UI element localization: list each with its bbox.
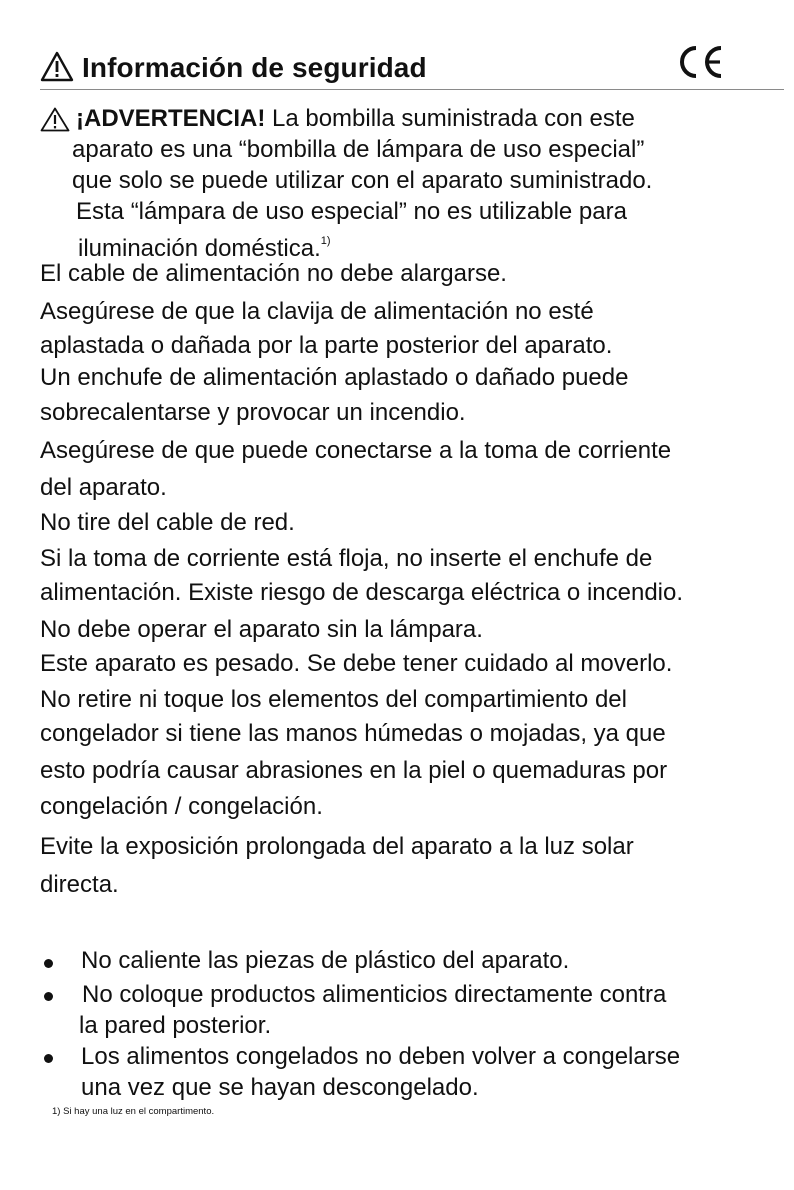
warning-text: iluminación doméstica. — [78, 235, 321, 262]
paragraph-line: Este aparato es pesado. Se debe tener cuidado al moverlo. — [40, 650, 673, 677]
paragraph-line: aplastada o dañada por la parte posterior del aparato. — [40, 332, 613, 359]
paragraph-line: alimentación. Existe riesgo de descarga eléctrica o incendio. — [40, 579, 684, 606]
paragraph-line: Si la toma de corriente está floja, no inserte el enchufe de — [40, 545, 653, 572]
paragraph-line: No retire ni toque los elementos del compartimiento del — [40, 686, 627, 713]
footnote: 1) Si hay una luz en el compartimento. — [52, 1106, 215, 1117]
paragraph-line: del aparato. — [40, 474, 167, 501]
paragraph-line: directa. — [40, 871, 119, 898]
section-header — [40, 44, 784, 90]
warning-text: La bombilla suministrada con este — [265, 105, 635, 132]
warning-triangle-icon — [40, 51, 74, 82]
warning-line — [76, 103, 635, 134]
list-item-text: una vez que se hayan descongelado. — [81, 1074, 479, 1101]
warning-line: aparato es una “bombilla de lámpara de uso especial” — [72, 136, 645, 163]
paragraph-line: Evite la exposición prolongada del aparato a la luz solar — [40, 833, 634, 860]
bullet-icon — [44, 959, 53, 968]
list-item-text: No caliente las piezas de plástico del aparato. — [81, 947, 570, 974]
list-item-text: No coloque productos alimenticios directamente contra — [82, 981, 667, 1008]
list-item-text: la pared posterior. — [79, 1012, 272, 1039]
paragraph-line: esto podría causar abrasiones en la piel o quemaduras por — [40, 757, 668, 784]
header-divider — [40, 89, 784, 90]
paragraph-line: congelación / congelación. — [40, 793, 323, 820]
warning-triangle-icon — [40, 107, 70, 132]
paragraph-line: No tire del cable de red. — [40, 509, 295, 536]
warning-line: que solo se puede utilizar con el aparato suministrado. — [72, 167, 653, 194]
paragraph-line: congelador si tiene las manos húmedas o mojadas, ya que — [40, 720, 666, 747]
ce-mark-logo — [674, 44, 724, 80]
paragraph-line: Asegúrese de que la clavija de alimentación no esté — [40, 298, 594, 325]
footnote-reference: 1) — [320, 235, 331, 247]
page-title: Información de seguridad — [82, 52, 427, 83]
paragraph-line: Asegúrese de que puede conectarse a la toma de corriente — [40, 437, 672, 464]
list-item-text: Los alimentos congelados no deben volver a congelarse — [81, 1043, 681, 1070]
paragraph-line: sobrecalentarse y provocar un incendio. — [40, 399, 466, 426]
bullet-icon — [44, 992, 53, 1001]
warning-heading: ¡ADVERTENCIA! — [76, 105, 266, 132]
paragraph-line: No debe operar el aparato sin la lámpara. — [40, 616, 483, 643]
paragraph-line: El cable de alimentación no debe alargarse. — [40, 260, 507, 287]
paragraph-line: Un enchufe de alimentación aplastado o dañado puede — [40, 364, 629, 391]
warning-line: Esta “lámpara de uso especial” no es utilizable para — [76, 198, 627, 225]
bullet-icon — [44, 1054, 53, 1063]
